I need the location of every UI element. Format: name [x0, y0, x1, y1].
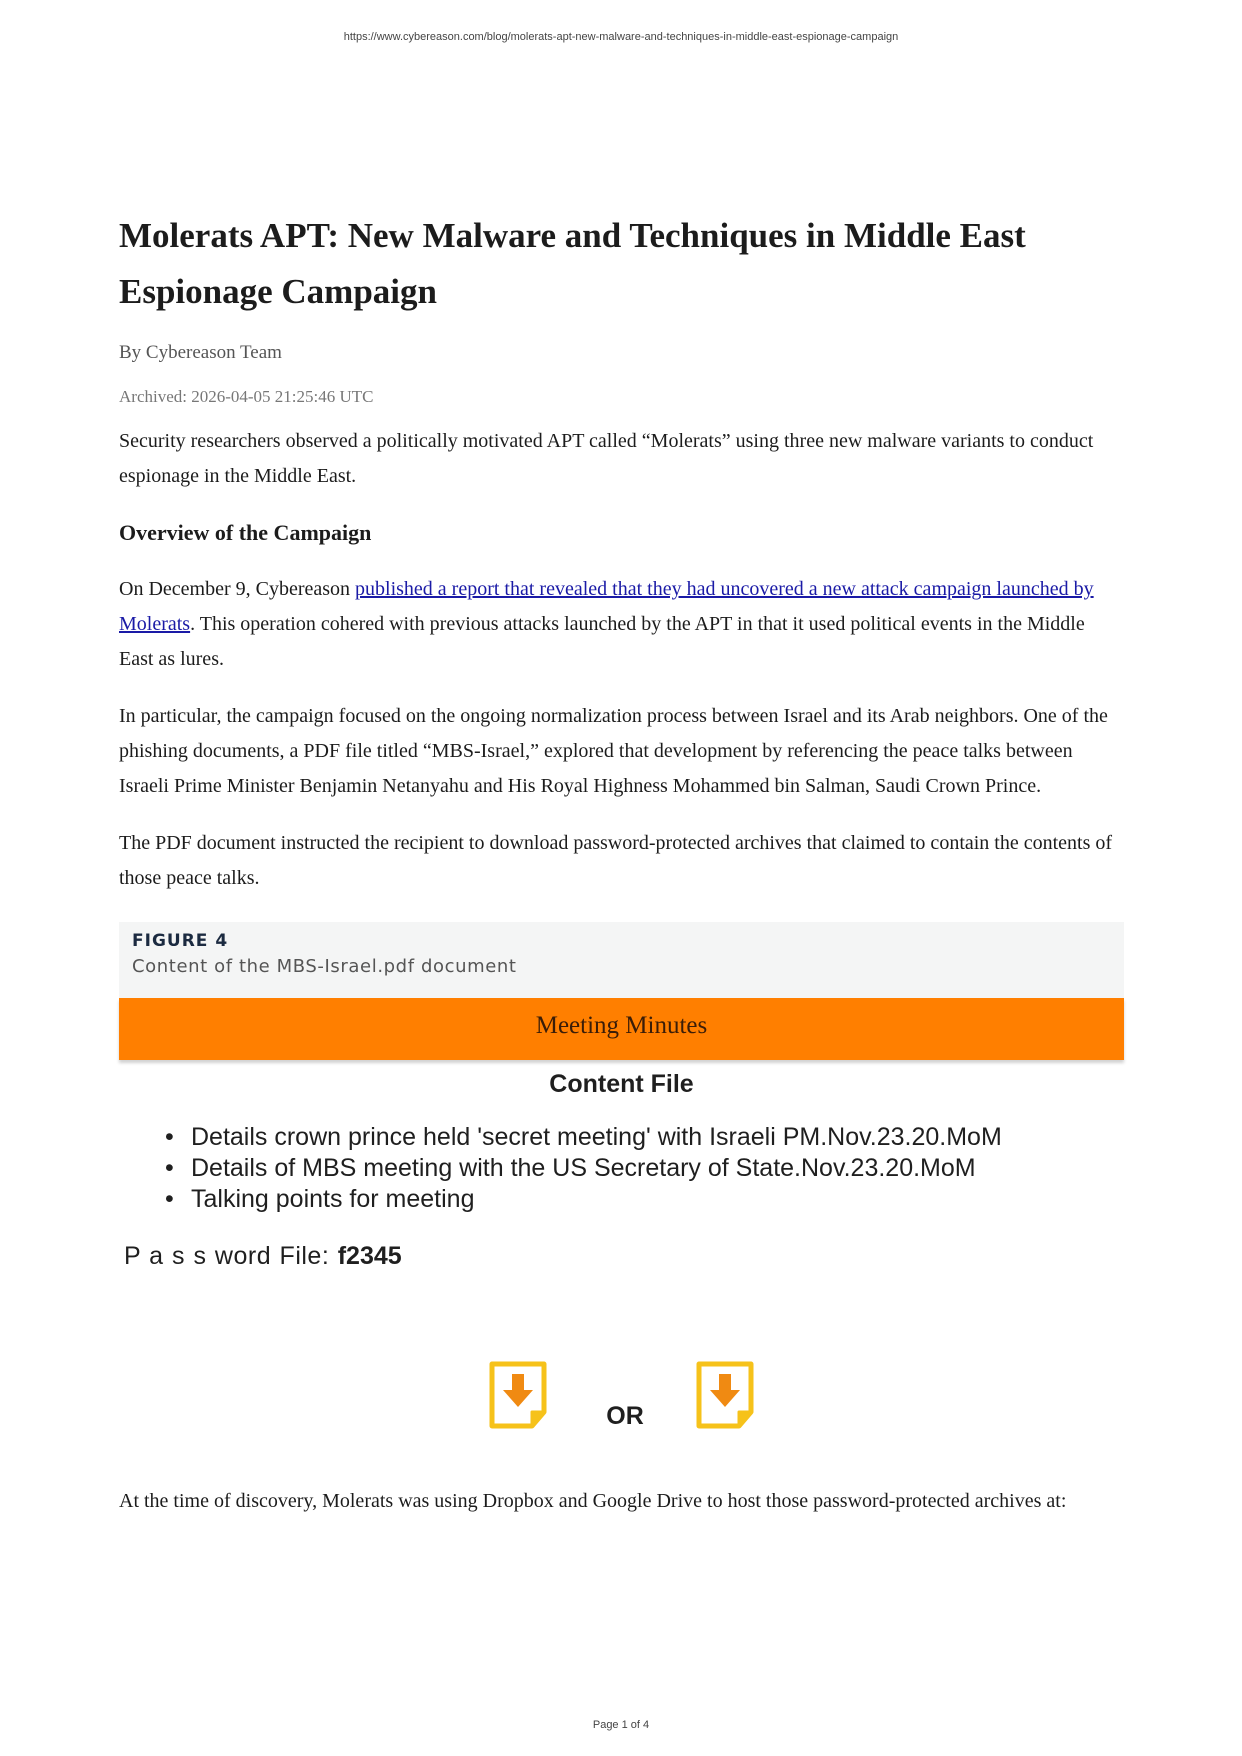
download-file-icon[interactable] — [486, 1360, 550, 1430]
figure-caption-bar — [119, 922, 1124, 998]
byline: By Cybereason Team — [119, 342, 282, 363]
archived-timestamp: Archived: 2026-04-05 21:25:46 UTC — [119, 387, 374, 406]
source-url: https://www.cybereason.com/blog/molerats-apt-new-malware-and-techniques-in-middle-east-espionage-campaign — [343, 31, 899, 43]
list-item-text: Talking points for meeting — [191, 1185, 475, 1213]
paragraph-pdf-instructions: The PDF document instructed the recipient to download password-protected archives that claimed to contain the contents of those peace talks. — [119, 832, 1113, 889]
list-item — [165, 1153, 1002, 1184]
figure-label: FIGURE 4 — [132, 931, 229, 951]
section-heading: Overview of the Campaign — [119, 520, 372, 545]
list-item — [165, 1184, 1002, 1215]
password-label: P a s s word File: — [124, 1242, 338, 1270]
download-file-icon-svg — [486, 1360, 550, 1430]
password-value: f2345 — [337, 1242, 402, 1270]
download-file-icon[interactable] — [693, 1360, 757, 1430]
paragraph-hosting: At the time of discovery, Molerats was using Dropbox and Google Drive to host those password-protected archives at: — [119, 1490, 1067, 1512]
list-item-text: Details crown prince held 'secret meeting' with Israeli PM.Nov.23.20.MoM — [191, 1123, 1002, 1151]
p1-text-after: . This operation cohered with previous attacks launched by the APT in that it used political events in the Middle East as lures. — [119, 613, 1085, 670]
report-link[interactable]: published a report that revealed that they had uncovered a new attack campaign launched by Molerats — [119, 578, 1094, 635]
download-file-icon-svg — [693, 1360, 757, 1430]
article-title: Molerats APT: New Malware and Techniques in Middle East Espionage Campaign — [119, 216, 1026, 311]
article — [119, 208, 1124, 1519]
content-file-heading: Content File — [549, 1070, 694, 1098]
page-number: Page 1 of 4 — [592, 1719, 650, 1731]
bullet: • — [165, 1154, 174, 1182]
p1-text-before: On December 9, Cybereason — [119, 578, 356, 600]
intro-paragraph: Security researchers observed a politically motivated APT called “Molerats” using three new malware variants to conduct espionage in the Middle East. — [119, 430, 1094, 487]
content-file-list — [165, 1122, 1002, 1215]
figure-4 — [119, 922, 1124, 1460]
paragraph-normalization: In particular, the campaign focused on the ongoing normalization process between Israel and its Arab neighbors. One of the phishing documents, a PDF file titled “MBS-Israel,” explored that development by referencing the peace talks between Israeli Prime Minister Benjamin Netanyahu and His Royal Highness Mohammed bin Salman, Saudi Crown Prince. — [119, 705, 1108, 797]
list-item — [165, 1122, 1002, 1153]
list-item-text: Details of MBS meeting with the US Secretary of State.Nov.23.20.MoM — [191, 1154, 976, 1182]
meeting-minutes-banner — [119, 998, 1124, 1060]
bullet: • — [165, 1123, 174, 1151]
figure-caption: Content of the MBS-Israel.pdf document — [132, 956, 517, 977]
password-line — [124, 1242, 402, 1271]
or-separator: OR — [606, 1402, 644, 1430]
banner-title: Meeting Minutes — [535, 1012, 708, 1039]
paragraph-report — [119, 572, 1124, 677]
bullet: • — [165, 1185, 174, 1213]
